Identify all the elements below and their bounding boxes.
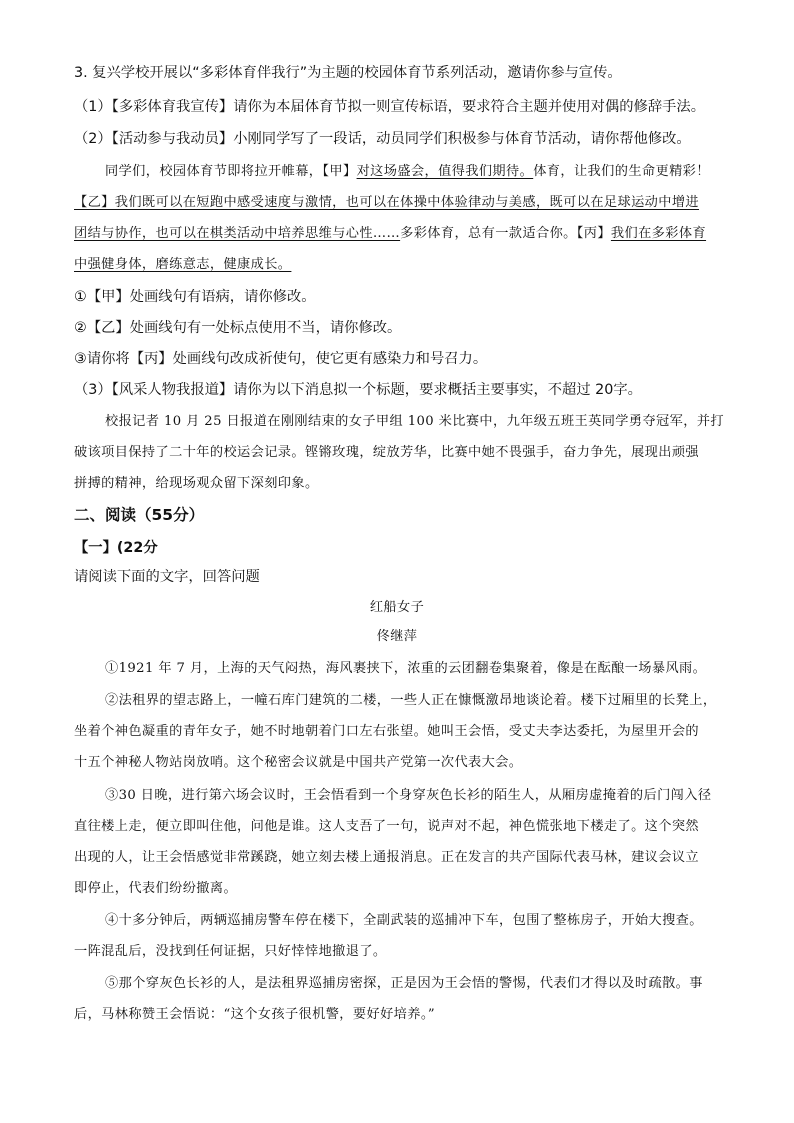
article-paragraph-3: ③30 日晚，进行第六场会议时，王会悟看到一个身穿灰色长衫的陌生人，从厢房虚掩着的后门闯入径	[105, 788, 712, 803]
article-paragraph-4: 一阵混乱后，没找到任何证据，只好悻悻地撤退了。	[74, 944, 387, 959]
article-paragraph-3: 出现的人，让王会悟感觉非常蹊跷，她立刻去楼上通报消息。正在发言的共产国际代表马林，建议会议立	[74, 850, 700, 865]
passage-line-3	[74, 227, 706, 240]
news-line: 校报记者 10 月 25 日报道在刚刚结束的女子甲组 100 米比赛中，九年级五班王英同学勇夺冠军，并打	[105, 414, 724, 429]
question-3-title: 3. 复兴学校开展以“多彩体育伴我行”为主题的校园体育节系列活动，邀请你参与宣传。	[74, 65, 622, 81]
underlined-sentence-jia: 对这场盛会，值得我们期待。	[356, 164, 534, 179]
article-paragraph-3: 即停止，代表们纷纷撤离。	[74, 881, 238, 896]
article-paragraph-2: 十五个神秘人物站岗放哨。这个秘密会议就是中国共产党第一次代表大会。	[74, 755, 523, 770]
underlined-sentence-yi-line-1: 【乙】我们既可以在短跑中感受速度与激情，也可以在体操中体验律动与美感，既可以在足球运动中增进	[74, 195, 700, 210]
underlined-sentence-bing-line-2: 中强健身体，磨练意志，健康成长。	[74, 257, 292, 272]
article-title: 红船女子	[369, 600, 425, 615]
reading-instruction: 请阅读下面的文字，回答问题	[74, 569, 260, 585]
question-3-part-1: （1）【多彩体育我宣传】请你为本届体育节拟一则宣传标语，要求符合主题并使用对偶的修辞手法。	[74, 99, 706, 115]
sub-question-3: ③请你将【丙】处画线句改成祈使句，使它更有感染力和号召力。	[74, 351, 488, 367]
article-paragraph-4: ④十多分钟后，两辆巡捕房警车停在楼下，全副武装的巡捕冲下车，包围了整栋房子，开始大搜查。	[105, 913, 703, 928]
passage-text: 体育，让我们的生命更精彩！	[533, 164, 710, 179]
underlined-sentence-bing-line-1: 我们在多彩体育	[610, 226, 707, 241]
sub-question-1: ①【甲】处画线句有语病，请你修改。	[74, 289, 316, 305]
news-line: 破该项目保持了二十年的校运会记录。铿锵玫瑰，绽放芳华，比赛中她不畏强手，奋力争先，展现出顽强	[74, 445, 700, 460]
question-3-part-3: （3）【风采人物我报道】请你为以下消息拟一个标题，要求概括主要事实，不超过 20字。	[74, 382, 642, 398]
passage-text: 多彩体育，总有一款适合你。【丙】	[400, 226, 611, 241]
passage-text: 同学们，校园体育节即将拉开帷幕，【甲】	[105, 164, 357, 179]
article-paragraph-2: ②法租界的望志路上，一幢石库门建筑的二楼，一些人正在慷慨激昂地谈论着。楼下过厢里的长凳上，	[105, 693, 717, 708]
sub-question-2: ②【乙】处画线句有一处标点使用不当，请你修改。	[74, 320, 402, 336]
article-paragraph-2: 坐着个神色凝重的青年女子，她不时地朝着门口左右张望。她叫王会悟，受丈夫李达委托，为屋里开会的	[74, 724, 700, 739]
news-line: 拼搏的精神，给现场观众留下深刻印象。	[74, 476, 319, 491]
article-paragraph-5: 后，马林称赞王会悟说：“这个女孩子很机警，要好好培养。”	[74, 1007, 435, 1022]
part-heading: 【一】(22分	[74, 540, 158, 556]
section-heading: 二、阅读（55分）	[74, 506, 205, 524]
passage-line-1	[105, 165, 710, 178]
question-3-part-2: （2）【活动参与我动员】小刚同学写了一段话，动员同学们积极参与体育节活动，请你帮他修改。	[74, 131, 691, 147]
article-paragraph-3: 直往楼上走，便立即叫住他，问他是谁。这人支吾了一句，说声对不起，神色慌张地下楼走了。这个突然	[74, 819, 700, 834]
article-paragraph-5: ⑤那个穿灰色长衫的人，是法租界巡捕房密探，正是因为王会悟的警惕，代表们才得以及时疏散。事	[105, 976, 703, 991]
article-author: 佟继萍	[376, 629, 418, 644]
underlined-sentence-yi-line-2: 团结与协作，也可以在棋类活动中培养思维与心性……	[74, 226, 401, 241]
article-paragraph-1: ①1921 年 7 月，上海的天气闷热，海风裹挟下，浓重的云团翻卷集聚着，像是在酝酿一场暴风雨。	[105, 661, 707, 676]
